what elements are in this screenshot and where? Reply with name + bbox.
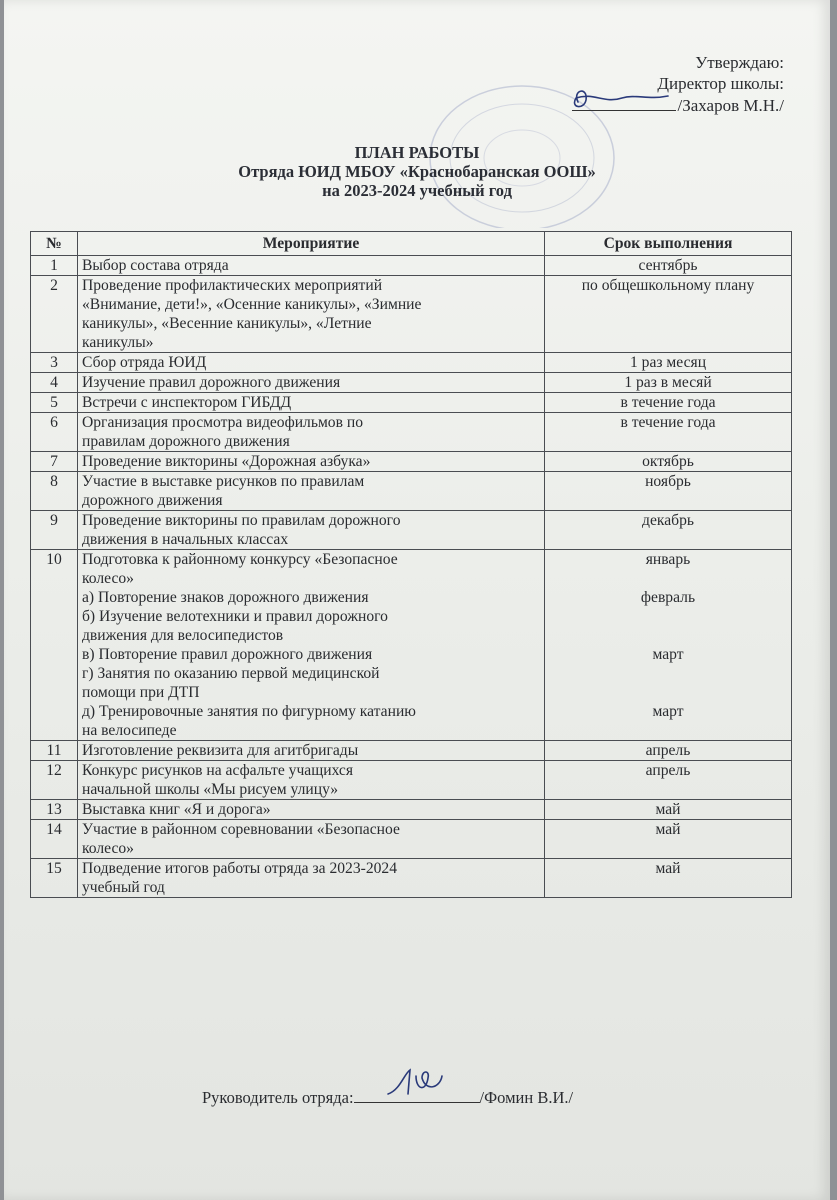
event-line: а) Повторение знаков дорожного движения [82, 589, 369, 606]
event-line: Проведение профилактических мероприятий [82, 277, 383, 294]
event-line: каникулы», «Весенние каникулы», «Летние [82, 315, 372, 332]
event-line: Подготовка к районному конкурсу «Безопасное [82, 551, 398, 568]
row-term [545, 472, 792, 511]
event-line: движения для велосипедистов [82, 627, 284, 644]
event-line: учебный год [82, 879, 165, 896]
header-event: Мероприятие [78, 232, 545, 256]
row-number: 15 [31, 859, 78, 898]
document-year: на 2023-2024 учебный год [322, 181, 512, 200]
row-event [78, 413, 545, 452]
event-line: Проведение викторины по правилам дорожного [82, 512, 401, 529]
row-number: 12 [31, 761, 78, 800]
row-number: 13 [31, 800, 78, 820]
row-term [545, 800, 792, 820]
term-line: октябрь [642, 453, 694, 470]
term-line: март [652, 703, 684, 720]
event-line: колесо» [82, 570, 134, 587]
table-row [31, 256, 792, 276]
director-signature-blank [572, 94, 676, 111]
event-line: Изучение правил дорожного движения [82, 374, 341, 391]
document-title: ПЛАН РАБОТЫ [354, 143, 480, 162]
leader-name: /Фомин В.И./ [479, 1088, 574, 1107]
footer-label: Руководитель отряда: [202, 1088, 354, 1107]
term-line: май [655, 860, 681, 877]
term-line: февраль [640, 589, 696, 606]
table-row [31, 452, 792, 472]
director-name: /Захаров М.Н./ [677, 96, 784, 115]
event-line: Сбор отряда ЮИД [82, 354, 207, 371]
document-sheet [4, 0, 830, 1200]
row-number: 5 [31, 393, 78, 413]
row-number: 8 [31, 472, 78, 511]
row-term [545, 511, 792, 550]
term-line [549, 626, 787, 645]
event-line: дорожного движения [82, 492, 223, 509]
row-event [78, 820, 545, 859]
row-term [545, 393, 792, 413]
row-term [545, 256, 792, 276]
table-row [31, 741, 792, 761]
event-line: Встречи с инспектором ГИБДД [82, 394, 292, 411]
row-event [78, 741, 545, 761]
event-line: Конкурс рисунков на асфальте учащихся [82, 762, 354, 779]
event-line: каникулы» [82, 334, 154, 351]
event-line: д) Тренировочные занятия по фигурному катанию [82, 703, 416, 720]
row-term [545, 761, 792, 800]
event-line: Изготовление реквизита для агитбригады [82, 742, 359, 759]
row-number: 2 [31, 276, 78, 353]
term-line: 1 раз в месяй [624, 374, 712, 391]
table-row [31, 276, 792, 353]
row-event [78, 256, 545, 276]
row-number: 9 [31, 511, 78, 550]
term-line: май [655, 801, 681, 818]
table-row [31, 761, 792, 800]
row-event [78, 452, 545, 472]
table-header-row [31, 232, 792, 256]
event-line: колесо» [82, 840, 134, 857]
row-term [545, 859, 792, 898]
approval-block [564, 52, 784, 116]
row-number: 6 [31, 413, 78, 452]
row-term [545, 353, 792, 373]
director-signature-icon [564, 82, 674, 116]
term-line: декабрь [642, 512, 694, 529]
row-event [78, 373, 545, 393]
title-block [4, 143, 830, 200]
term-line: в течение года [620, 394, 716, 411]
row-event [78, 550, 545, 741]
row-event [78, 472, 545, 511]
approval-position: Директор школы: [657, 74, 784, 93]
row-term [545, 452, 792, 472]
event-line: на велосипеде [82, 722, 177, 739]
term-line: 1 раз месяц [629, 354, 707, 371]
row-term [545, 550, 792, 741]
event-line: Участие в выставке рисунков по правилам [82, 473, 365, 490]
row-event [78, 800, 545, 820]
plan-table [30, 231, 792, 898]
row-term [545, 820, 792, 859]
row-event [78, 761, 545, 800]
row-number: 11 [31, 741, 78, 761]
term-line [549, 721, 787, 740]
event-line: помощи при ДТП [82, 684, 200, 701]
table-row [31, 353, 792, 373]
table-row [31, 820, 792, 859]
row-event [78, 353, 545, 373]
event-line: движения в начальных классах [82, 531, 289, 548]
row-term [545, 276, 792, 353]
term-line: апрель [645, 762, 691, 779]
table-row [31, 511, 792, 550]
event-line: Выставка книг «Я и дорога» [82, 801, 271, 818]
term-line: март [652, 646, 684, 663]
term-line: сентябрь [638, 257, 698, 274]
table-row [31, 550, 792, 741]
event-line: Участие в районном соревновании «Безопасное [82, 821, 400, 838]
term-line: по общешкольному плану [581, 277, 755, 294]
row-number: 7 [31, 452, 78, 472]
row-term [545, 741, 792, 761]
header-num: № [31, 232, 78, 256]
event-line: в) Повторение правил дорожного движения [82, 646, 373, 663]
leader-signature-icon [382, 1064, 466, 1100]
table-row [31, 800, 792, 820]
table-row [31, 472, 792, 511]
event-line: б) Изучение велотехники и правил дорожного [82, 608, 388, 625]
term-line [549, 607, 787, 626]
event-line: Организация просмотра видеофильмов по [82, 414, 364, 431]
footer-signature [202, 1086, 573, 1108]
row-number: 1 [31, 256, 78, 276]
event-line: г) Занятия по оказанию первой медицинской [82, 665, 380, 682]
term-line: май [655, 821, 681, 838]
event-line: Проведение викторины «Дорожная азбука» [82, 453, 371, 470]
row-event [78, 511, 545, 550]
leader-signature-blank [354, 1086, 480, 1103]
row-event [78, 859, 545, 898]
event-line: «Внимание, дети!», «Осенние каникулы», «Зимние [82, 296, 422, 313]
approval-label: Утверждаю: [695, 53, 784, 72]
row-number: 4 [31, 373, 78, 393]
event-line: Выбор состава отряда [82, 257, 229, 274]
row-event [78, 393, 545, 413]
document-subtitle: Отряда ЮИД МБОУ «Краснобаранская ООШ» [238, 162, 596, 181]
table-row [31, 373, 792, 393]
term-line [549, 683, 787, 702]
table-row [31, 413, 792, 452]
event-line: начальной школы «Мы рисуем улицу» [82, 781, 339, 798]
row-event [78, 276, 545, 353]
term-line: в течение года [620, 414, 716, 431]
event-line: Подведение итогов работы отряда за 2023-2024 [82, 860, 398, 877]
term-line: январь [645, 551, 691, 568]
table-row [31, 859, 792, 898]
approval-signature-line [564, 94, 784, 116]
term-line: ноябрь [645, 473, 691, 490]
term-line [549, 569, 787, 588]
row-term [545, 373, 792, 393]
row-number: 14 [31, 820, 78, 859]
term-line [549, 664, 787, 683]
row-term [545, 413, 792, 452]
table-row [31, 393, 792, 413]
term-line: апрель [645, 742, 691, 759]
event-line: правилам дорожного движения [82, 433, 290, 450]
row-number: 10 [31, 550, 78, 741]
header-term: Срок выполнения [545, 232, 792, 256]
row-number: 3 [31, 353, 78, 373]
